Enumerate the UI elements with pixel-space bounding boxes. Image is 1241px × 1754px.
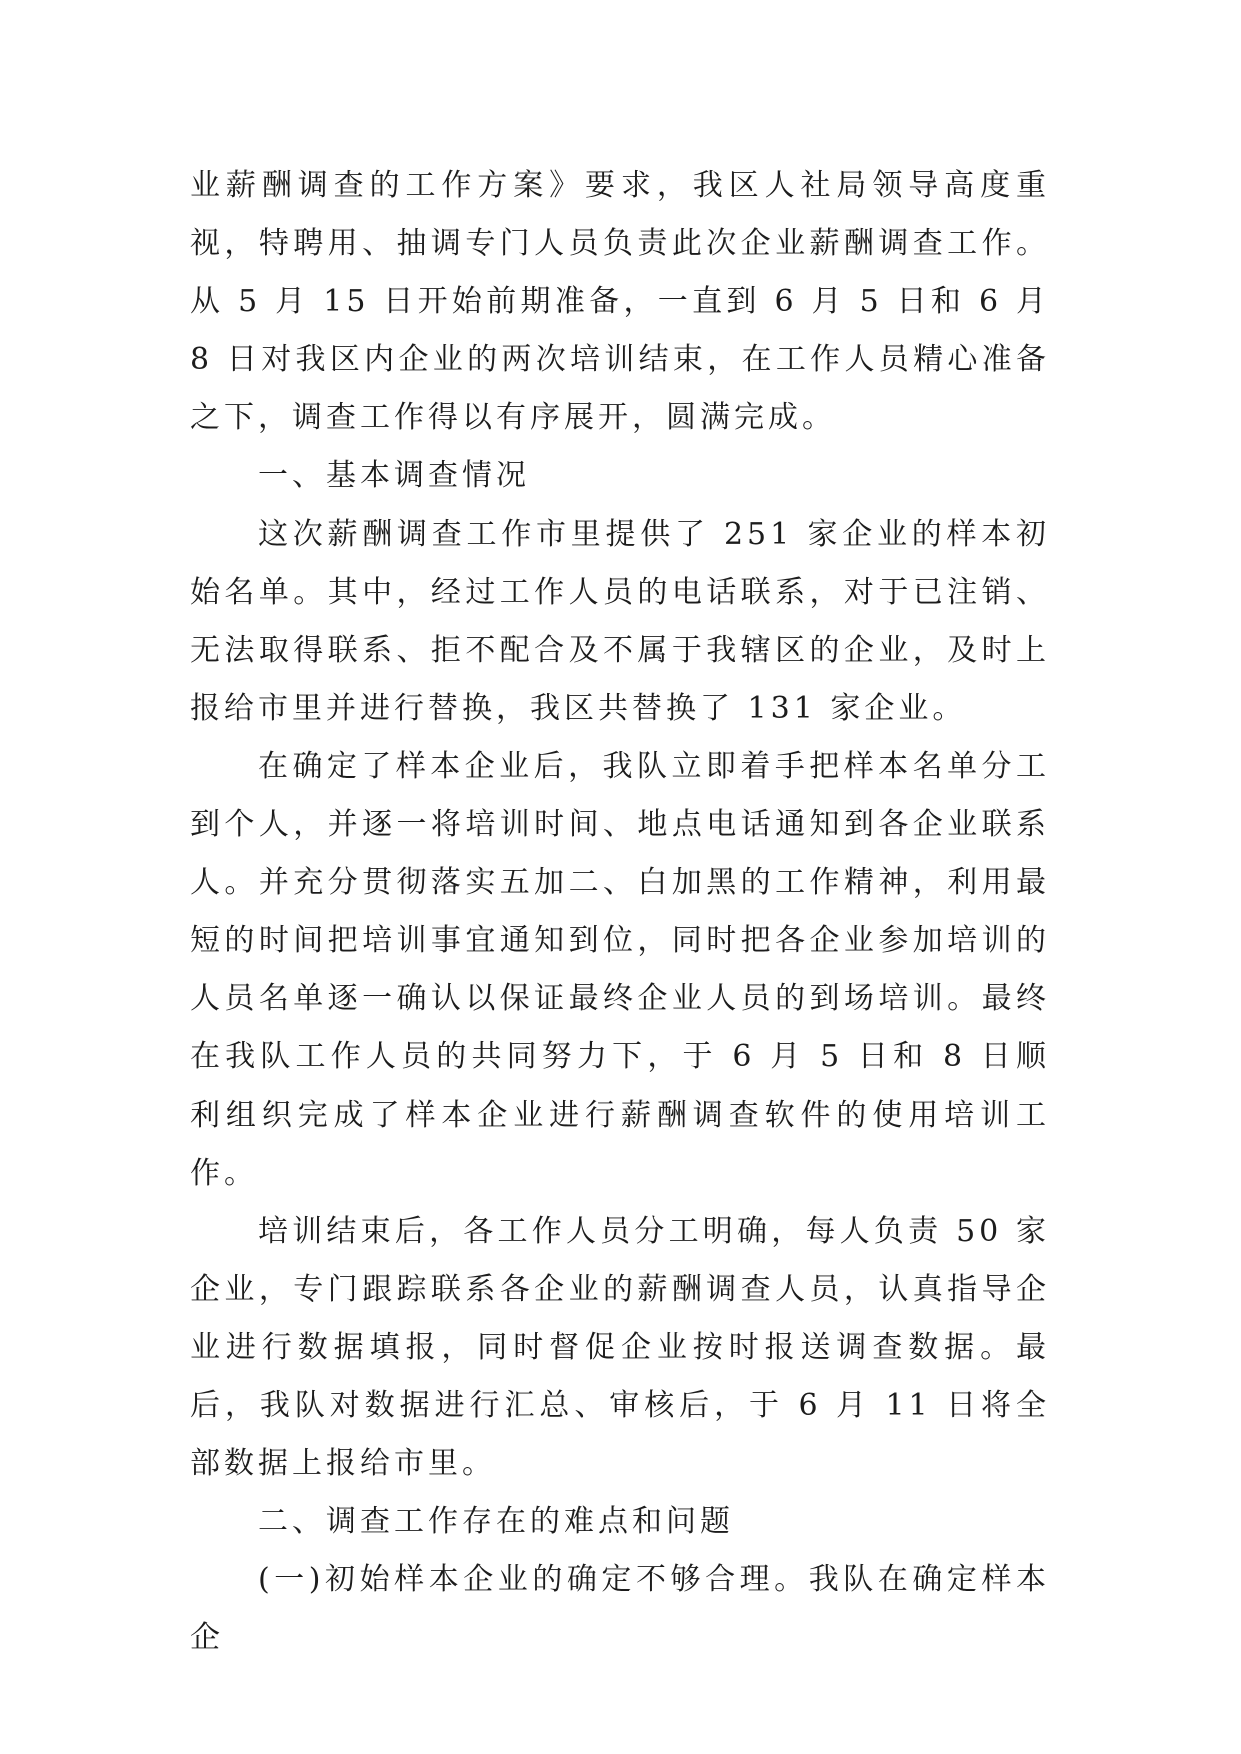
- paragraph-data-reporting: 培训结束后，各工作人员分工明确，每人负责 50 家企业，专门跟踪联系各企业的薪酬调查人员，认真指导企业进行数据填报，同时督促企业按时报送调查数据。最后，我队对数据进行汇总、审核后，于 6 月 11 日将全部数据上报给市里。: [190, 1213, 1050, 1482]
- section-heading-difficulties: 二、调查工作存在的难点和问题: [258, 1504, 734, 1540]
- paragraph-sample-list: 这次薪酬调查工作市里提供了 251 家企业的样本初始名单。其中，经过工作人员的电话联系，对于已注销、无法取得联系、拒不配合及不属于我辖区的企业，及时上报给市里并进行替换，我区共替换了 131 家企业。: [190, 516, 1050, 726]
- document-body: [190, 157, 1050, 1667]
- paragraph-training-notice: 在确定了样本企业后，我队立即着手把样本名单分工到个人，并逐一将培训时间、地点电话通知到各企业联系人。并充分贯彻落实五加二、白加黑的工作精神，利用最短的时间把培训事宜通知到位，同时把各企业参加培训的人员名单逐一确认以保证最终企业人员的到场培训。最终在我队工作人员的共同努力下，于 6 月 5 日和 8 日顺利组织完成了样本企业进行薪酬调查软件的使用培训工作。: [190, 748, 1050, 1191]
- section-heading-basic-survey: 一、基本调查情况: [258, 458, 530, 494]
- paragraph-intro: 业薪酬调查的工作方案》要求，我区人社局领导高度重视，特聘用、抽调专门人员负责此次企业薪酬调查工作。从 5 月 15 日开始前期准备，一直到 6 月 5 日和 6 月 8 日对我区内企业的两次培训结束，在工作人员精心准备之下，调查工作得以有序展开，圆满完成。: [190, 168, 1050, 436]
- paragraph-sample-issue: (一)初始样本企业的确定不够合理。我队在确定样本企: [190, 1562, 1050, 1656]
